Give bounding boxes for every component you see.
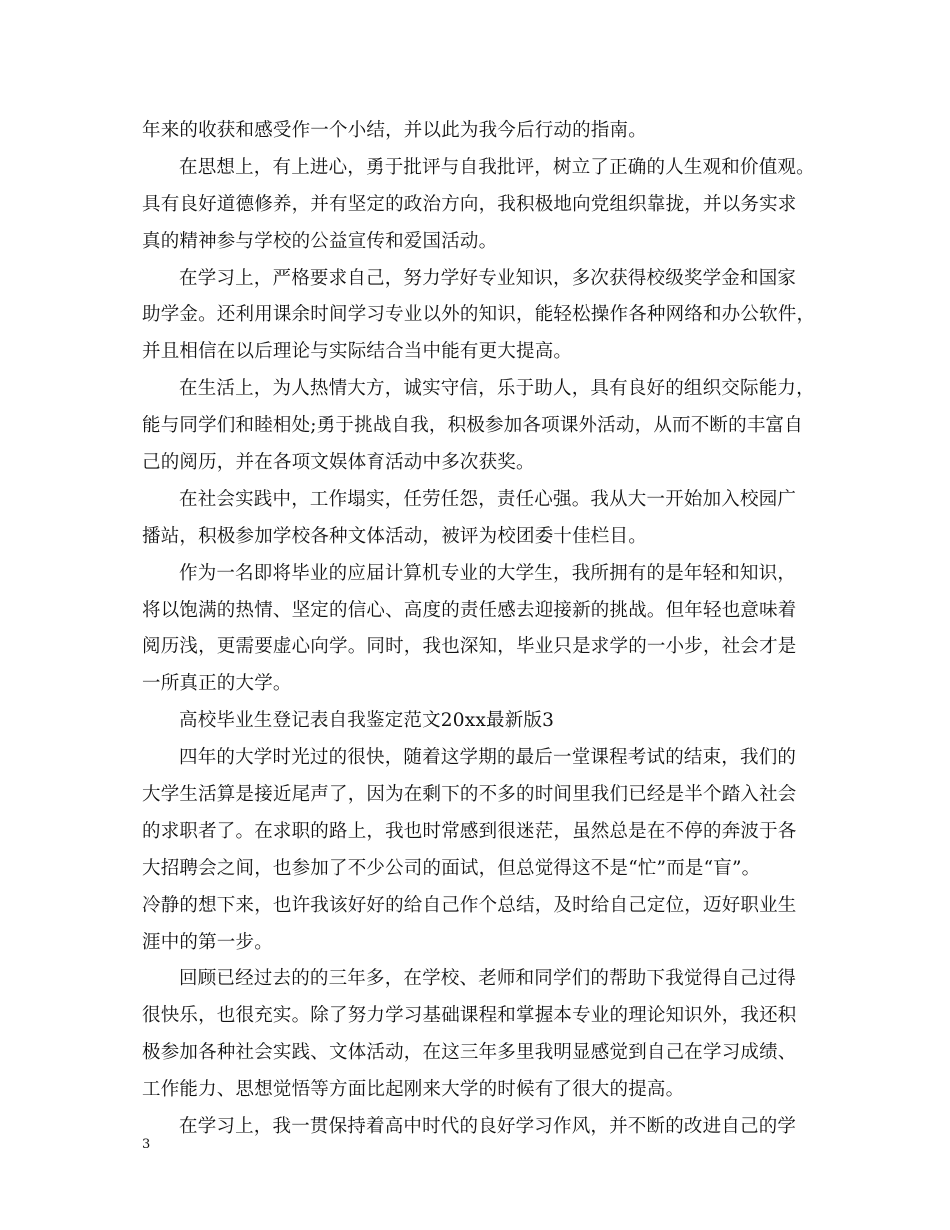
text-line: 高校毕业生登记表自我鉴定范文20xx最新版3 [179, 710, 555, 732]
text-line: 涯中的第一步。 [142, 931, 273, 953]
page-number: 3 [142, 1137, 151, 1152]
text-line: 己的阅历，并在各项文娱体育活动中多次获奖。 [142, 452, 535, 474]
text-line: 助学金。还利用课余时间学习专业以外的知识，能轻松操作各种网络和办公软件， [142, 304, 816, 326]
text-line: 极参加各种社会实践、文体活动，在这三年多里我明显感觉到自己在学习成绩、 [142, 1042, 797, 1064]
text-line: 回顾已经过去的的三年多，在学校、老师和同学们的帮助下我觉得自己过得 [179, 968, 797, 990]
text-line: 播站，积极参加学校各种文体活动，被评为校团委十佳栏目。 [142, 525, 647, 547]
text-line: 将以饱满的热情、坚定的信心、高度的责任感去迎接新的挑战。但年轻也意味着 [142, 599, 797, 621]
text-line: 冷静的想下来，也许我该好好的给自己作个总结，及时给自己定位，迈好职业生 [142, 894, 797, 916]
text-line: 在社会实践中，工作塌实，任劳任怨，责任心强。我从大一开始加入校园广 [179, 488, 797, 510]
text-line: 在学习上，我一贯保持着高中时代的良好学习作风，并不断的改进自己的学 [179, 1116, 797, 1138]
text-line: 的求职者了。在求职的路上，我也时常感到很迷茫，虽然总是在不停的奔波于各 [142, 820, 797, 842]
text-line: 具有良好道德修养，并有坚定的政治方向，我积极地向党组织靠拢，并以务实求 [142, 193, 797, 215]
text-line: 作为一名即将毕业的应届计算机专业的大学生，我所拥有的是年轻和知识， [179, 562, 797, 584]
text-line: 并且相信在以后理论与实际结合当中能有更大提高。 [142, 341, 573, 363]
text-line: 阅历浅，更需要虚心向学。同时，我也深知，毕业只是求学的一小步，社会才是 [142, 636, 797, 658]
text-line: 大招聘会之间，也参加了不少公司的面试，但总觉得这不是“忙”而是“盲”。 [142, 857, 761, 879]
text-line: 工作能力、思想觉悟等方面比起刚来大学的时候有了很大的提高。 [142, 1079, 685, 1101]
text-line: 一所真正的大学。 [142, 673, 292, 695]
text-line: 在生活上，为人热情大方，诚实守信，乐于助人，具有良好的组织交际能力， [179, 378, 815, 400]
text-line: 很快乐，也很充实。除了努力学习基础课程和掌握本专业的理论知识外，我还积 [142, 1005, 797, 1027]
text-line: 四年的大学时光过的很快，随着这学期的最后一堂课程考试的结束，我们的 [179, 747, 797, 769]
text-line: 年来的收获和感受作一个小结，并以此为我今后行动的指南。 [142, 120, 647, 141]
text-line: 在思想上，有上进心，勇于批评与自我批评，树立了正确的人生观和价值观。 [179, 156, 815, 178]
text-line: 大学生活算是接近尾声了，因为在剩下的不多的时间里我们已经是半个踏入社会 [142, 784, 797, 806]
text-line: 真的精神参与学校的公益宣传和爱国活动。 [142, 230, 498, 252]
document-body [142, 113, 832, 1146]
text-line: 在学习上，严格要求自己，努力学好专业知识，多次获得校级奖学金和国家 [179, 267, 797, 289]
text-line: 能与同学们和睦相处;勇于挑战自我，积极参加各项课外活动，从而不断的丰富自 [142, 415, 803, 437]
